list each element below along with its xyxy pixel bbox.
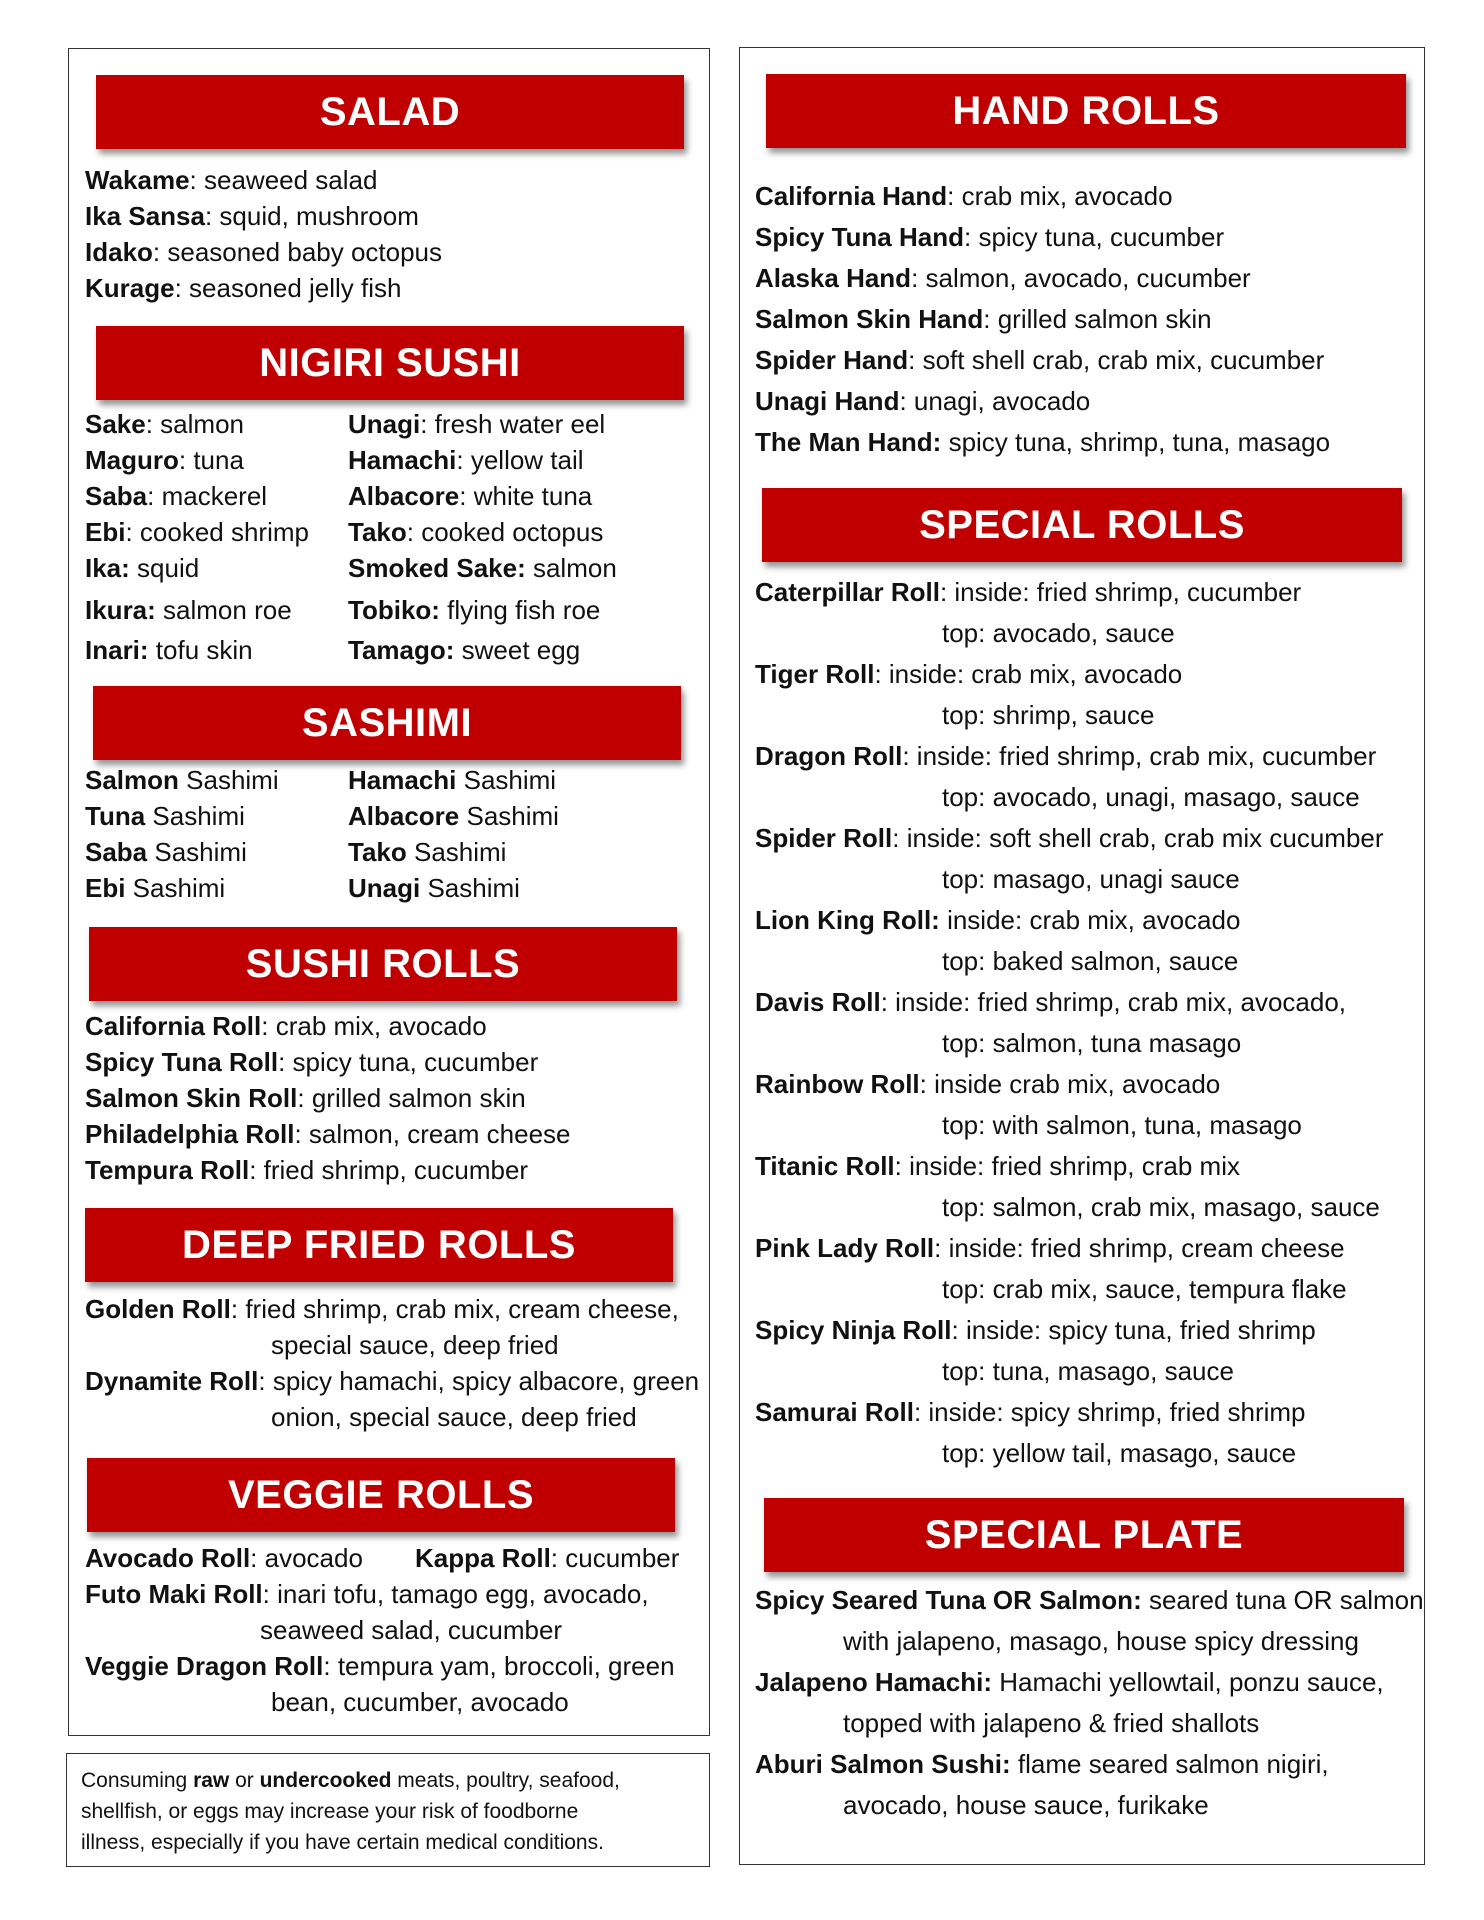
menu-item-topping: top: crab mix, sauce, tempura flake	[942, 1274, 1347, 1304]
menu-item: Saba: mackerel	[85, 481, 268, 511]
menu-item: Alaska Hand: salmon, avocado, cucumber	[755, 263, 1251, 293]
menu-item: Salmon Skin Hand: grilled salmon skin	[755, 304, 1212, 334]
warning-line: illness, especially if you have certain medical conditions.	[81, 1831, 604, 1854]
menu-item: Salmon Skin Roll: grilled salmon skin	[85, 1083, 526, 1113]
menu-item: Aburi Salmon Sushi: flame seared salmon nigiri,	[755, 1749, 1329, 1779]
menu-item-continuation: onion, special sauce, deep fried	[271, 1402, 637, 1432]
menu-item: Saba Sashimi	[85, 837, 247, 867]
menu-item: Kappa Roll: cucumber	[415, 1543, 680, 1573]
menu-item-topping: top: tuna, masago, sauce	[942, 1356, 1234, 1386]
menu-item: Maguro: tuna	[85, 445, 244, 475]
warning-line: shellfish, or eggs may increase your risk of foodborne	[81, 1800, 579, 1823]
menu-item: Pink Lady Roll: inside: fried shrimp, cream cheese	[755, 1233, 1345, 1263]
menu-item: Salmon Sashimi	[85, 765, 279, 795]
menu-item: Tako Sashimi	[348, 837, 507, 867]
menu-item: Davis Roll: inside: fried shrimp, crab mix, avocado,	[755, 987, 1347, 1017]
menu-item: Spider Roll: inside: soft shell crab, crab mix cucumber	[755, 823, 1384, 853]
menu-item: The Man Hand: spicy tuna, shrimp, tuna, masago	[755, 427, 1331, 457]
menu-item: Ikura: salmon roe	[85, 595, 292, 625]
menu-item-topping: top: masago, unagi sauce	[942, 864, 1240, 894]
menu-item: Albacore: white tuna	[348, 481, 593, 511]
menu-item-topping: top: with salmon, tuna, masago	[942, 1110, 1302, 1140]
menu-item: Tiger Roll: inside: crab mix, avocado	[755, 659, 1183, 689]
menu-item: Samurai Roll: inside: spicy shrimp, fried shrimp	[755, 1397, 1306, 1427]
menu-item: Tobiko: flying fish roe	[348, 595, 601, 625]
menu-item-continuation: with jalapeno, masago, house spicy dressing	[843, 1626, 1359, 1656]
menu-item: Sake: salmon	[85, 409, 244, 439]
menu-item: Spicy Seared Tuna OR Salmon: seared tuna OR salmon	[755, 1585, 1424, 1615]
menu-item-topping: top: avocado, unagi, masago, sauce	[942, 782, 1360, 812]
menu-item: Tamago: sweet egg	[348, 635, 581, 665]
menu-item-continuation: seaweed salad, cucumber	[260, 1615, 563, 1645]
menu-item: Spicy Tuna Roll: spicy tuna, cucumber	[85, 1047, 539, 1077]
menu-item: Unagi: fresh water eel	[348, 409, 606, 439]
menu-item: Lion King Roll: inside: crab mix, avocado	[755, 905, 1241, 935]
menu-item: Spicy Ninja Roll: inside: spicy tuna, fried shrimp	[755, 1315, 1316, 1345]
menu-item: California Hand: crab mix, avocado	[755, 181, 1173, 211]
menu-item: Caterpillar Roll: inside: fried shrimp, cucumber	[755, 577, 1302, 607]
sashimi-header: SASHIMI	[93, 686, 681, 760]
menu-item: Ebi Sashimi	[85, 873, 226, 903]
deep-fried-rolls-header: DEEP FRIED ROLLS	[85, 1208, 673, 1282]
menu-item: Futo Maki Roll: inari tofu, tamago egg, avocado,	[85, 1579, 649, 1609]
sushi-rolls-header: SUSHI ROLLS	[89, 927, 677, 1001]
menu-item: California Roll: crab mix, avocado	[85, 1011, 487, 1041]
menu-item: Ika Sansa: squid, mushroom	[85, 201, 419, 231]
menu-item: Veggie Dragon Roll: tempura yam, broccoli, green	[85, 1651, 675, 1681]
menu-item: Golden Roll: fried shrimp, crab mix, cream cheese,	[85, 1294, 679, 1324]
menu-item-continuation: bean, cucumber, avocado	[271, 1687, 569, 1717]
warning-line: Consuming raw or undercooked meats, poultry, seafood,	[81, 1769, 620, 1792]
menu-item: Spicy Tuna Hand: spicy tuna, cucumber	[755, 222, 1225, 252]
menu-item: Hamachi Sashimi	[348, 765, 557, 795]
menu-item: Wakame: seaweed salad	[85, 165, 378, 195]
menu-item: Philadelphia Roll: salmon, cream cheese	[85, 1119, 571, 1149]
menu-item-topping: top: yellow tail, masago, sauce	[942, 1438, 1297, 1468]
menu-item: Avocado Roll: avocado	[85, 1543, 363, 1573]
menu-item: Ika: squid	[85, 553, 200, 583]
special-rolls-header: SPECIAL ROLLS	[762, 488, 1402, 562]
menu-item-continuation: special sauce, deep fried	[271, 1330, 559, 1360]
menu-item: Spider Hand: soft shell crab, crab mix, cucumber	[755, 345, 1325, 375]
menu-item: Dynamite Roll: spicy hamachi, spicy albacore, green	[85, 1366, 700, 1396]
menu-item: Unagi Hand: unagi, avocado	[755, 386, 1091, 416]
menu-item-topping: top: avocado, sauce	[942, 618, 1175, 648]
food-safety-warning	[66, 1753, 710, 1867]
veggie-rolls-header: VEGGIE ROLLS	[87, 1458, 675, 1532]
menu-item: Tako: cooked octopus	[348, 517, 604, 547]
menu-item: Inari: tofu skin	[85, 635, 253, 665]
menu-item: Smoked Sake: salmon	[348, 553, 617, 583]
nigiri-sushi-header: NIGIRI SUSHI	[96, 326, 684, 400]
menu-item: Kurage: seasoned jelly fish	[85, 273, 402, 303]
menu-item-continuation: topped with jalapeno & fried shallots	[843, 1708, 1260, 1738]
menu-item: Ebi: cooked shrimp	[85, 517, 309, 547]
special-plate-header: SPECIAL PLATE	[764, 1498, 1404, 1572]
menu-item: Tempura Roll: fried shrimp, cucumber	[85, 1155, 529, 1185]
menu-item: Jalapeno Hamachi: Hamachi yellowtail, ponzu sauce,	[755, 1667, 1384, 1697]
menu-item: Rainbow Roll: inside crab mix, avocado	[755, 1069, 1221, 1099]
menu-item: Titanic Roll: inside: fried shrimp, crab mix	[755, 1151, 1240, 1181]
hand-rolls-header: HAND ROLLS	[766, 74, 1406, 148]
menu-item: Tuna Sashimi	[85, 801, 245, 831]
salad-header: SALAD	[96, 75, 684, 149]
menu-item: Unagi Sashimi	[348, 873, 520, 903]
menu-item-continuation: avocado, house sauce, furikake	[843, 1790, 1209, 1820]
menu-item-topping: top: shrimp, sauce	[942, 700, 1155, 730]
menu-item: Dragon Roll: inside: fried shrimp, crab mix, cucumber	[755, 741, 1377, 771]
menu-item: Hamachi: yellow tail	[348, 445, 584, 475]
menu-item: Albacore Sashimi	[348, 801, 559, 831]
menu-item: Idako: seasoned baby octopus	[85, 237, 443, 267]
menu-item-topping: top: salmon, tuna masago	[942, 1028, 1242, 1058]
menu-item-topping: top: baked salmon, sauce	[942, 946, 1239, 976]
menu-item-topping: top: salmon, crab mix, masago, sauce	[942, 1192, 1380, 1222]
